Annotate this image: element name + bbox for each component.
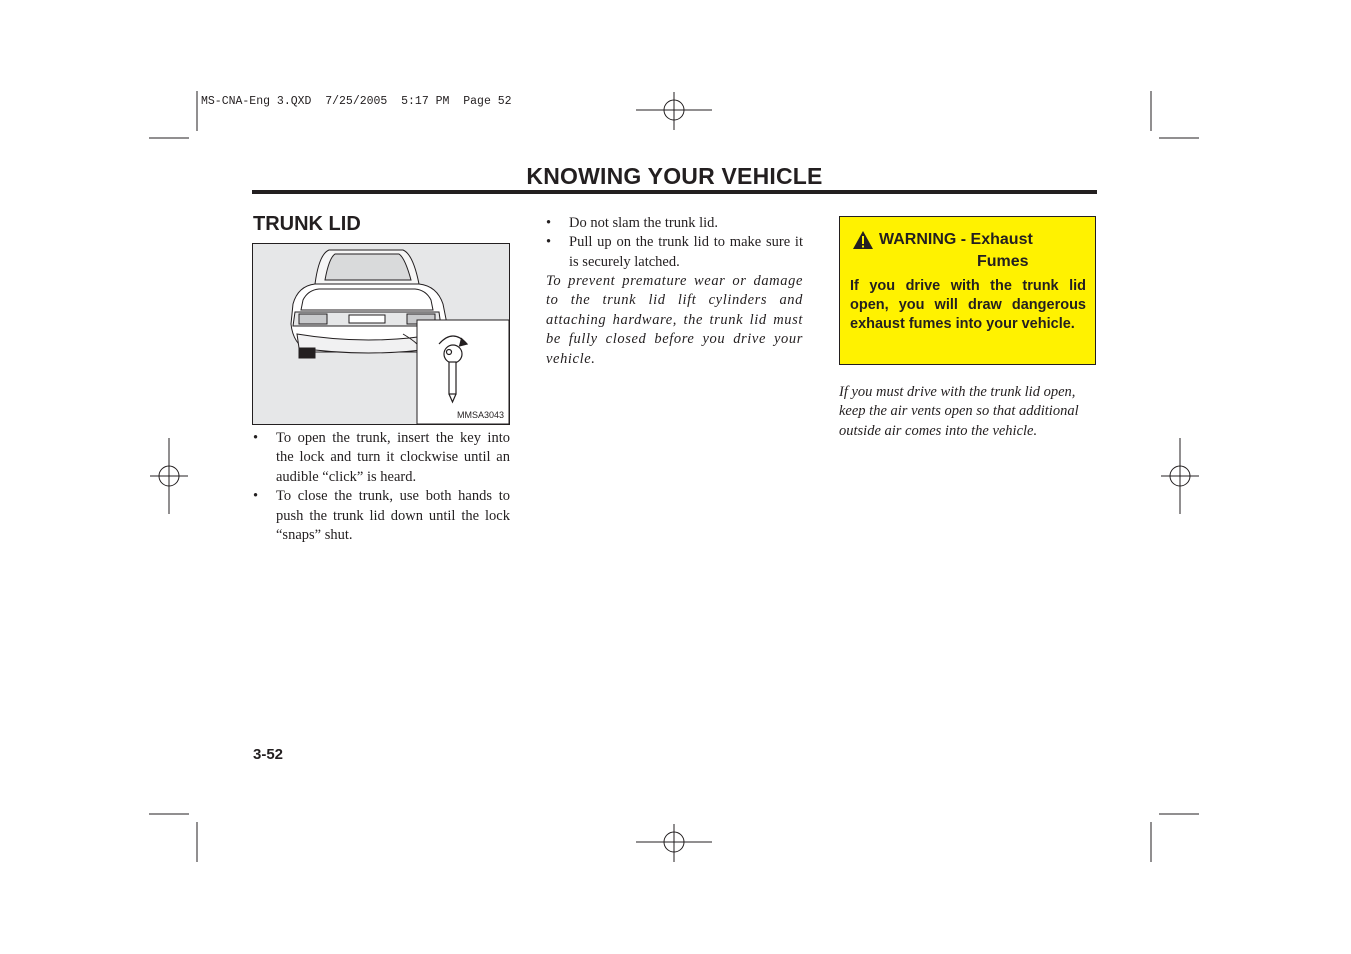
warning-title-line2: Fumes bbox=[977, 253, 1029, 270]
page-number: 3-52 bbox=[253, 746, 284, 763]
figure-code: MMSA3043 bbox=[456, 410, 504, 420]
open-close-instructions bbox=[252, 429, 510, 545]
list-item: • To close the trunk, use both hands to push the trunk lid down until the lock “snaps” shut. bbox=[252, 487, 510, 545]
list-item: • Pull up on the trunk lid to make sure it is securely latched. bbox=[545, 233, 803, 272]
warning-box bbox=[839, 216, 1096, 365]
warning-body: If you drive with the trunk lid open, you will draw dangerous exhaust fumes into your vehicle. bbox=[850, 278, 1086, 332]
list-item: • To open the trunk, insert the key into the lock and turn it clockwise until an audible “click” is heard. bbox=[252, 429, 510, 487]
section-title: KNOWING YOUR VEHICLE bbox=[526, 163, 823, 189]
trunk-illustration bbox=[252, 243, 510, 425]
warning-triangle-icon bbox=[852, 230, 874, 250]
warning-title bbox=[879, 229, 1033, 273]
car-rear-trunk-key-illustration bbox=[253, 244, 509, 424]
print-slug: MS-CNA-Eng 3.QXD 7/25/2005 5:17 PM Page 52 bbox=[201, 95, 512, 108]
page-heading: TRUNK LID bbox=[253, 213, 361, 235]
air-vent-note: If you must drive with the trunk lid open, keep the air vents open so that additional outside air comes into the vehicle. bbox=[839, 384, 1079, 439]
header-rule bbox=[252, 190, 1097, 194]
list-item: • Do not slam the trunk lid. bbox=[545, 214, 803, 233]
trunk-care-instructions bbox=[545, 214, 803, 272]
wear-note: To prevent premature wear or damage to the trunk lid lift cylinders and attaching hardware, the trunk lid must be fully closed before you drive your vehicle. bbox=[546, 273, 803, 367]
warning-title-line1: WARNING - Exhaust bbox=[879, 231, 1033, 248]
